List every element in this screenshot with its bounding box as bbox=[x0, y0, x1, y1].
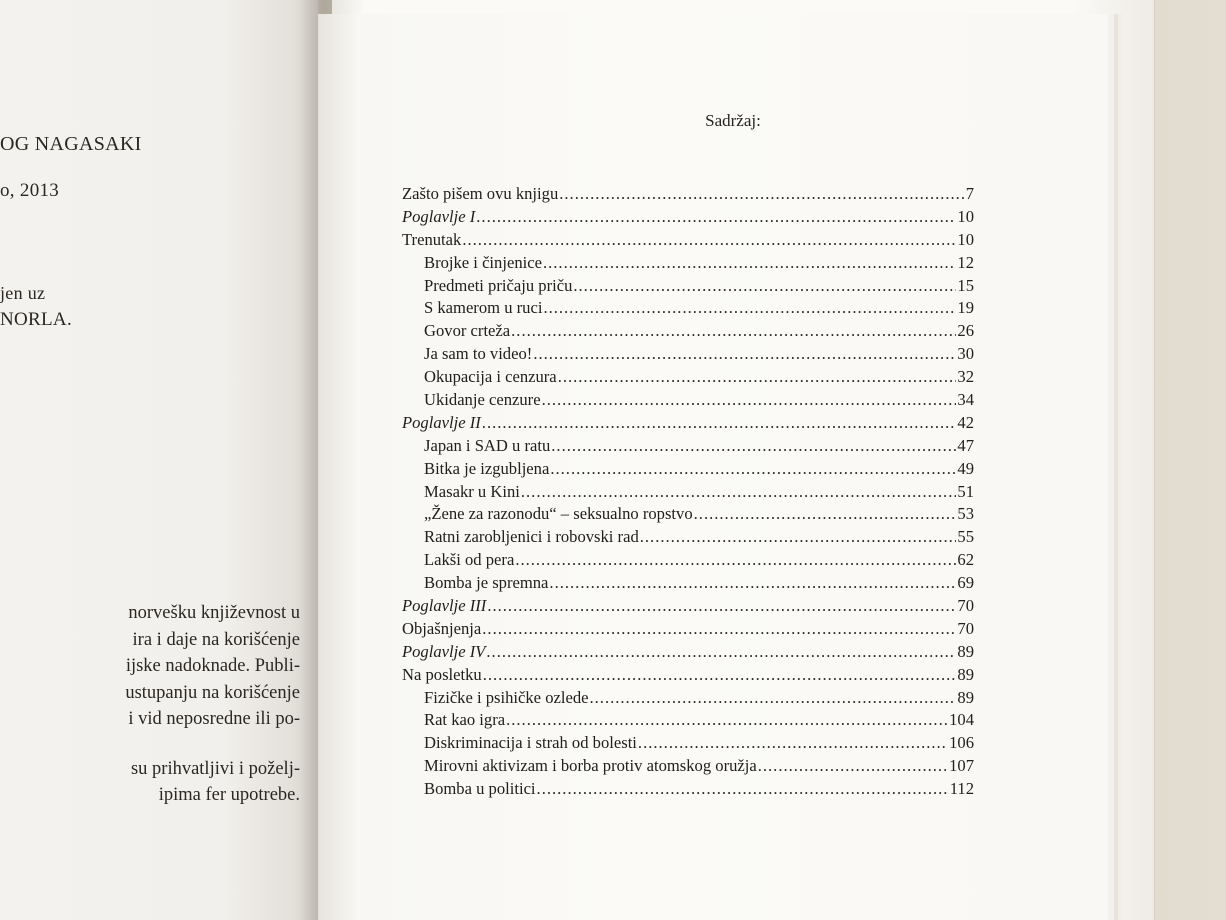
toc-entry bbox=[402, 596, 974, 619]
dot-leader bbox=[638, 733, 948, 753]
toc-page-number: 89 bbox=[957, 641, 974, 661]
toc-page-number: 112 bbox=[949, 779, 974, 799]
toc-entry bbox=[402, 573, 974, 596]
toc-entry bbox=[402, 184, 974, 207]
dot-leader bbox=[462, 230, 956, 250]
dot-leader bbox=[482, 413, 957, 433]
toc-entry-label: Ratni zarobljenici i robovski rad bbox=[424, 527, 639, 547]
toc-entry bbox=[402, 527, 974, 550]
left-body-line: norvešku književnost u bbox=[128, 603, 300, 623]
dot-leader bbox=[550, 459, 956, 479]
toc-page-number: 32 bbox=[957, 367, 974, 387]
toc-entry bbox=[402, 253, 974, 276]
toc-entry-label: Poglavlje I bbox=[402, 206, 476, 226]
toc-entry bbox=[402, 276, 974, 299]
toc-entry-label: Zašto pišem ovu knjigu bbox=[402, 184, 559, 203]
toc-entry bbox=[402, 665, 974, 688]
dot-leader bbox=[537, 779, 949, 799]
toc-page-number: 53 bbox=[957, 504, 974, 524]
left-body-line: ijske nadoknade. Publi- bbox=[125, 656, 300, 676]
left-body-line: ipima fer upotrebe. bbox=[158, 785, 300, 805]
dot-leader bbox=[573, 276, 956, 296]
toc-entry bbox=[402, 230, 974, 253]
toc-entry-label: „Žene za razonodu“ – seksualno ropstvo bbox=[424, 504, 693, 524]
toc-page-number: 89 bbox=[957, 664, 974, 684]
toc-page-number: 10 bbox=[957, 206, 974, 226]
toc-page-number: 34 bbox=[957, 390, 974, 410]
toc-entry bbox=[402, 482, 974, 505]
left-body-line: ustupanju na korišćenje bbox=[125, 682, 300, 703]
toc-page-number: 19 bbox=[957, 298, 974, 318]
toc-entry-label: S kamerom u ruci bbox=[424, 298, 543, 318]
toc-entry-label: Govor crteža bbox=[424, 321, 511, 341]
toc-page-number: 10 bbox=[957, 229, 974, 249]
left-body-line: su prihvatljivi i poželj- bbox=[130, 758, 300, 779]
toc-entry bbox=[402, 756, 974, 779]
toc-entry bbox=[402, 619, 974, 642]
toc-entry-label: Poglavlje III bbox=[402, 596, 487, 616]
toc-entry bbox=[402, 207, 974, 230]
toc-entry-label: Ukidanje cenzure bbox=[424, 390, 541, 410]
toc-entry-label: Objašnjenja bbox=[402, 618, 482, 638]
toc-entry bbox=[402, 504, 974, 527]
dot-leader bbox=[511, 321, 956, 341]
toc-entry bbox=[402, 367, 974, 390]
toc-entry-label: Poglavlje II bbox=[402, 412, 481, 432]
toc-entry bbox=[402, 413, 974, 436]
toc-entry-label: Bomba je spremna bbox=[424, 573, 549, 593]
toc-page-number: 26 bbox=[957, 321, 974, 341]
dot-leader bbox=[487, 596, 956, 616]
toc-page-number: 69 bbox=[957, 573, 974, 593]
toc-entry bbox=[402, 459, 974, 482]
dot-leader bbox=[758, 756, 948, 776]
dot-leader bbox=[482, 619, 956, 639]
toc-entry-label: Ja sam to video! bbox=[424, 344, 533, 364]
dot-leader bbox=[590, 688, 957, 708]
dot-leader bbox=[559, 184, 964, 204]
toc-page-number: 104 bbox=[949, 710, 974, 730]
toc-title: Sadržaj: bbox=[705, 111, 761, 130]
toc-entry bbox=[402, 344, 974, 367]
toc-entry-label: Trenutak bbox=[402, 229, 462, 249]
left-body-line: ira i daje na korišćenje bbox=[132, 629, 300, 650]
toc-entry bbox=[402, 733, 974, 756]
left-page-header: OG NAGASAKI bbox=[0, 133, 142, 155]
toc-page-number: 107 bbox=[949, 756, 974, 776]
toc-entry bbox=[402, 710, 974, 733]
dot-leader bbox=[549, 573, 956, 593]
toc-entry-label: Diskriminacija i strah od bolesti bbox=[424, 733, 637, 753]
left-page bbox=[0, 0, 318, 920]
dot-leader bbox=[533, 344, 956, 364]
toc-entry-label: Bitka je izgubljena bbox=[424, 458, 550, 478]
toc-entry bbox=[402, 390, 974, 413]
toc-page-number: 70 bbox=[957, 596, 974, 616]
toc-entry-label: Brojke i činjenice bbox=[424, 252, 542, 272]
toc-entry-label: Poglavlje IV bbox=[402, 641, 486, 661]
dot-leader bbox=[515, 550, 956, 570]
toc-page-number: 62 bbox=[957, 550, 974, 570]
toc-entry-label: Japan i SAD u ratu bbox=[424, 435, 551, 455]
right-page bbox=[318, 14, 1108, 920]
left-page-credit-line-1: jen uz bbox=[0, 283, 46, 303]
toc-page-number: 30 bbox=[957, 344, 974, 364]
dot-leader bbox=[483, 665, 957, 685]
toc-entry bbox=[402, 642, 974, 665]
dot-leader bbox=[521, 482, 957, 502]
toc-entry-label: Fizičke i psihičke ozlede bbox=[424, 687, 589, 707]
toc-page-number: 12 bbox=[957, 252, 974, 272]
toc-entry bbox=[402, 779, 974, 802]
dot-leader bbox=[476, 207, 956, 227]
toc-page-number: 49 bbox=[957, 458, 974, 478]
toc-entry bbox=[402, 436, 974, 459]
toc-page-number: 7 bbox=[965, 184, 974, 203]
left-page-place-year: o, 2013 bbox=[0, 180, 60, 201]
toc-entry bbox=[402, 688, 974, 711]
toc-entry-label: Masakr u Kini bbox=[424, 481, 520, 501]
toc-page-number: 42 bbox=[957, 412, 974, 432]
left-page-body bbox=[0, 600, 300, 809]
left-body-line: i vid neposredne ili po- bbox=[128, 709, 300, 729]
left-page-credit-line-2: NORLA. bbox=[0, 309, 72, 330]
toc-entry-label: Na posletku bbox=[402, 664, 482, 684]
toc-page-number: 47 bbox=[957, 435, 974, 455]
dot-leader bbox=[558, 367, 957, 387]
toc-entry-label: Bomba u politici bbox=[424, 779, 536, 799]
toc-page-number: 51 bbox=[957, 481, 974, 501]
toc-page-number: 15 bbox=[957, 275, 974, 295]
dot-leader bbox=[543, 253, 956, 273]
toc-entry-label: Okupacija i cenzura bbox=[424, 367, 557, 387]
dot-leader bbox=[694, 504, 957, 524]
toc-page-number: 70 bbox=[957, 618, 974, 638]
dot-leader bbox=[542, 390, 957, 410]
dot-leader bbox=[551, 436, 956, 456]
toc-page-number: 89 bbox=[957, 687, 974, 707]
toc-entry-label: Mirovni aktivizam i borba protiv atomskog oružja bbox=[424, 756, 757, 776]
toc-entry bbox=[402, 298, 974, 321]
paragraph-gap bbox=[0, 733, 300, 756]
dot-leader bbox=[640, 527, 957, 547]
toc-entry bbox=[402, 550, 974, 573]
toc-entry-label: Lakši od pera bbox=[424, 550, 515, 570]
toc-entry-label: Rat kao igra bbox=[424, 710, 506, 730]
dot-leader bbox=[506, 710, 948, 730]
toc-entry bbox=[402, 321, 974, 344]
toc-page-number: 106 bbox=[949, 733, 974, 753]
dot-leader bbox=[486, 642, 956, 662]
toc-page-number: 55 bbox=[957, 527, 974, 547]
dot-leader bbox=[543, 298, 956, 318]
table-of-contents bbox=[402, 184, 974, 802]
toc-entry-label: Predmeti pričaju priču bbox=[424, 275, 573, 295]
